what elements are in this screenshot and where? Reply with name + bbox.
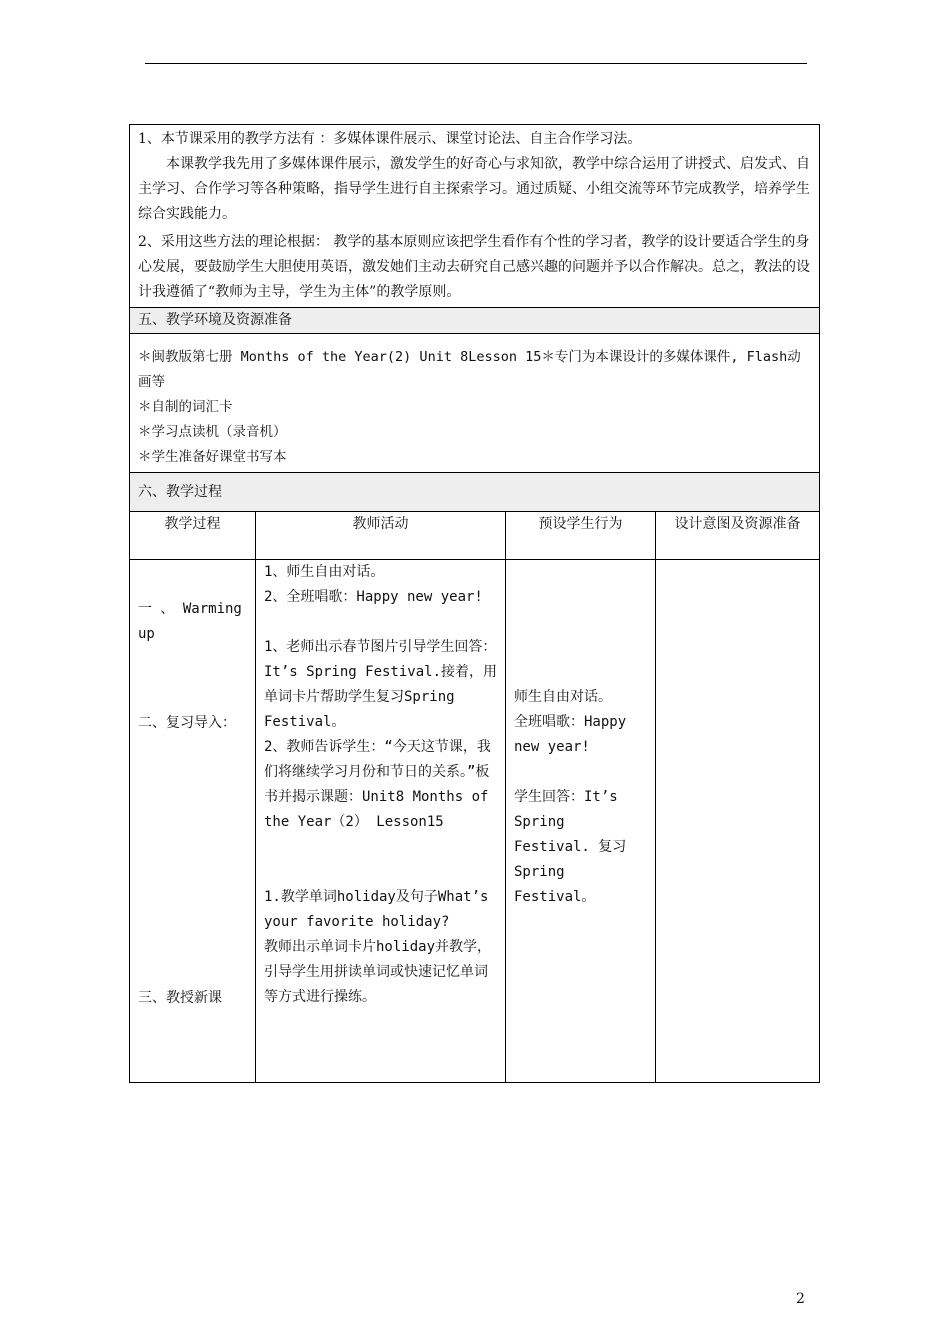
teacher-warmup-1: 1、师生自由对话。 [264, 564, 385, 580]
stage-column [130, 560, 256, 1083]
teacher-new-2: 教师出示单词卡片holiday并教学，引导学生用拼读单词或快速记忆单词等方式进行操练。 [264, 939, 492, 1005]
student-behavior-3: 学生回答：It’s Spring Festival. 复习Spring Festival。 [514, 789, 627, 905]
page-number: 2 [796, 1291, 805, 1307]
resource-item: ＊学习点读机（录音机） [138, 424, 287, 440]
methods-paragraph-3: 2、采用这些方法的理论根据： 教学的基本原则应该把学生看作有个性的学习者，教学的设计要适合学生的身心发展，要鼓励学生大胆使用英语，激发她们主动去研究自己感兴趣的问题并予以合作解决。总之，教法的设计我遵循了“教师为主导，学生为主体”的教学原则。 [138, 234, 810, 300]
stage-new-lesson: 三、教授新课 [138, 990, 222, 1006]
process-body-row [130, 560, 820, 1083]
student-behavior-2: 全班唱歌：Happy new year! [514, 714, 627, 755]
teacher-activity-column [256, 560, 506, 1083]
student-behavior-1: 师生自由对话。 [514, 689, 612, 705]
stage-warming-up: 一 、 Warming up [138, 601, 242, 642]
section5-title-row [130, 308, 820, 334]
header-stage: 教学过程 [130, 512, 256, 560]
resource-item: ＊自制的词汇卡 [138, 399, 233, 415]
teacher-review-2: 2、教师告诉学生：“今天这节课，我们将继续学习月份和节日的关系。”板书并揭示课题：Unit8 Months of the Year（2） Lesson15 [264, 739, 491, 830]
header-teacher-activity: 教师活动 [256, 512, 506, 560]
teacher-new-1: 1.教学单词holiday及句子What’s your favorite holiday? [264, 889, 489, 930]
resource-item: ＊学生准备好课堂书写本 [138, 449, 287, 465]
header-rule [145, 63, 807, 64]
methods-paragraph-1: 1、本节课采用的教学方法有 ：多媒体课件展示、课堂讨论法、自主合作学习法。 [138, 131, 642, 147]
student-behavior-column [506, 560, 656, 1083]
lesson-plan-table [129, 124, 820, 1083]
teacher-review-1: 1、老师出示春节图片引导学生回答：It’s Spring Festival.接着，用单词卡片帮助学生复习Spring Festival。 [264, 639, 498, 730]
section5-resources-row [130, 334, 820, 473]
methods-row [130, 125, 820, 308]
header-student-behavior: 预设学生行为 [506, 512, 656, 560]
section5-title: 五、教学环境及资源准备 [130, 308, 820, 334]
process-header-row [130, 512, 820, 560]
design-intent-column [656, 560, 820, 1083]
header-design-intent: 设计意图及资源准备 [656, 512, 820, 560]
section6-title-row [130, 473, 820, 512]
methods-paragraph-2: 本课教学我先用了多媒体课件展示，激发学生的好奇心与求知欲，教学中综合运用了讲授式、启发式、自主学习、合作学习等各种策略，指导学生进行自主探索学习。通过质疑、小组交流等环节完成教学，培养学生综合实践能力。 [138, 156, 810, 222]
teacher-warmup-2: 2、全班唱歌：Happy new year! [264, 589, 483, 605]
stage-review: 二、复习导入： [138, 715, 236, 731]
section6-title: 六、教学过程 [130, 473, 820, 512]
resource-item: ＊闽教版第七册 Months of the Year(2) Unit 8Lesson 15＊专门为本课设计的多媒体课件, Flash动画等 [138, 349, 801, 390]
